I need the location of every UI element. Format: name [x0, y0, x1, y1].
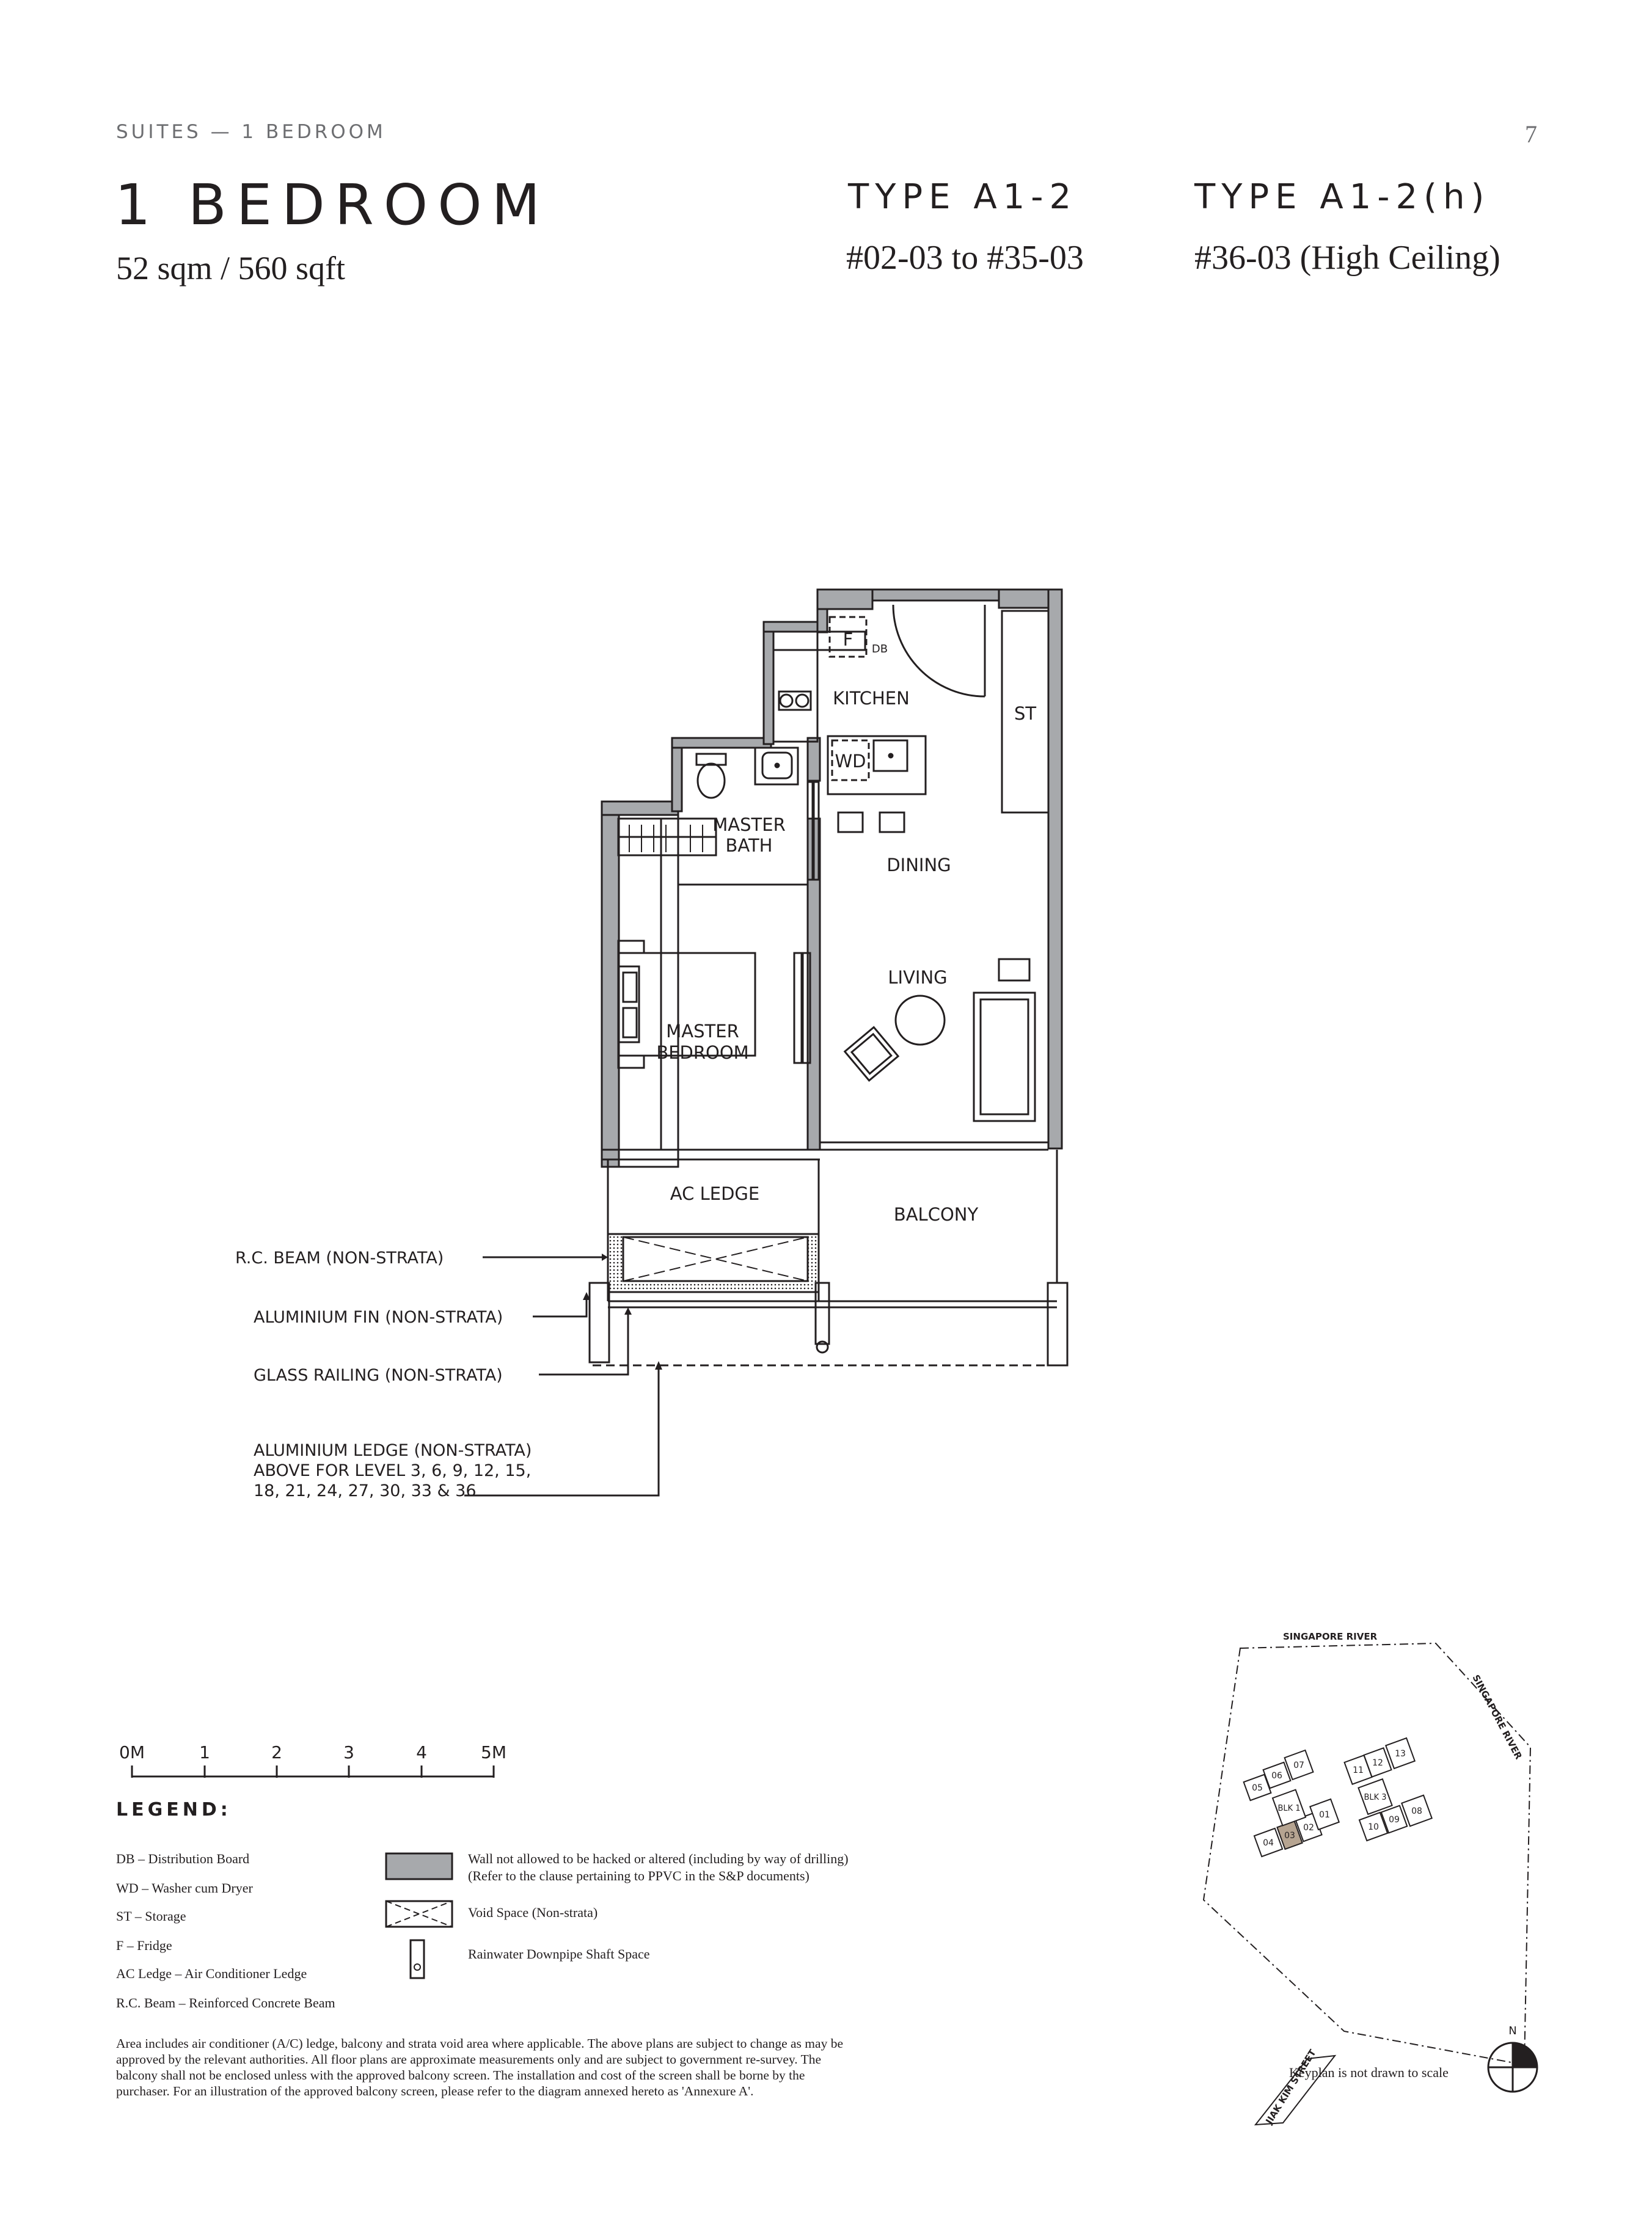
- callout-ledge-levels-1: ABOVE FOR LEVEL 3, 6, 9, 12, 15,: [254, 1461, 532, 1480]
- scale-label-4: 4: [416, 1742, 427, 1762]
- label-storage: ST: [1014, 703, 1037, 724]
- unit-area: 52 sqm / 560 sqft: [116, 250, 346, 287]
- label-bath-1: MASTER: [712, 814, 786, 835]
- section-label: SUITES — 1 BEDROOM: [116, 121, 386, 143]
- callout-aluminium-ledge: ALUMINIUM LEDGE (NON-STRATA): [254, 1441, 532, 1460]
- keyplan-note: Keyplan is not drawn to scale: [1289, 2065, 1449, 2080]
- keyplan-unit-12: 12: [1372, 1758, 1383, 1768]
- type-b-heading: TYPE A1-2(h): [1194, 177, 1491, 217]
- legend-wall-text-2: (Refer to the clause pertaining to PPVC in the S&P documents): [468, 1868, 810, 1883]
- keyplan-unit-04: 04: [1263, 1838, 1274, 1848]
- keyplan-unit-01: 01: [1319, 1810, 1330, 1820]
- label-fridge: F: [842, 629, 853, 650]
- grey-wall-segments: [602, 590, 1062, 1167]
- scale-label-1: 1: [199, 1742, 210, 1762]
- keyplan-unit-11: 11: [1353, 1765, 1364, 1775]
- label-bedroom-2: BEDROOM: [656, 1042, 749, 1063]
- type-a-units: #02-03 to #35-03: [846, 239, 1084, 277]
- label-bedroom-1: MASTER: [666, 1021, 739, 1042]
- label-bath-2: BATH: [725, 835, 773, 856]
- page-title: 1 BEDROOM: [115, 172, 550, 238]
- keyplan-unit-06: 06: [1271, 1771, 1282, 1781]
- keyplan: [1204, 1631, 1537, 2127]
- legend-abbr-st: ST – Storage: [116, 1908, 186, 1924]
- legend-wall-text-1: Wall not allowed to be hacked or altered (including by way of drilling): [468, 1851, 849, 1866]
- label-kitchen: KITCHEN: [833, 688, 910, 709]
- callout-ledge-levels-2: 18, 21, 24, 27, 30, 33 & 36: [254, 1481, 477, 1500]
- keyplan-unit-03: 03: [1284, 1831, 1295, 1841]
- keyplan-blk-3: BLK 3: [1364, 1793, 1387, 1802]
- callout-rc-beam: R.C. BEAM (NON-STRATA): [235, 1249, 444, 1268]
- type-a-heading: TYPE A1-2: [848, 177, 1078, 217]
- balcony-railing: [590, 1283, 1067, 1365]
- legend-void-text: Void Space (Non-strata): [468, 1905, 598, 1920]
- keyplan-blk-1: BLK 1: [1277, 1804, 1301, 1813]
- scale-label-5: 5M: [481, 1742, 506, 1762]
- legend-abbr-f: F – Fridge: [116, 1938, 172, 1953]
- keyplan-unit-10: 10: [1368, 1822, 1379, 1832]
- disclaimer: Area includes air conditioner (A/C) ledge, balcony and strata void area where applicable. The above plans are subject to change as may be approved by the relevant authorities. All floor plans are approximate measurements only and are subject to government re-survey. The balcony shall not be enclosed unless with the approved balcony screen. The installation and cost of the screen shall be borne by the purchaser. For an illustration of the approved balcony screen, please refer to the diagram annexed hereto as 'Annexure A'.: [116, 2036, 843, 2098]
- blk-3-cluster: [1345, 1738, 1432, 1841]
- keyplan-unit-13: 13: [1395, 1749, 1406, 1759]
- keyplan-street: JIAK KIM STREET: [1263, 2047, 1318, 2127]
- legend-abbr-rc: R.C. Beam – Reinforced Concrete Beam: [116, 1995, 335, 2010]
- legend-symbols: [386, 1853, 452, 1978]
- north-label: N: [1508, 2025, 1517, 2037]
- keyplan-unit-05: 05: [1252, 1783, 1263, 1793]
- legend-abbr-ac: AC Ledge – Air Conditioner Ledge: [116, 1966, 307, 1981]
- keyplan-unit-07: 07: [1293, 1761, 1304, 1770]
- label-ac-ledge: AC LEDGE: [670, 1183, 760, 1204]
- scale-label-3: 3: [343, 1742, 354, 1762]
- callout-aluminium-fin: ALUMINIUM FIN (NON-STRATA): [254, 1308, 503, 1327]
- legend-title: LEGEND:: [116, 1799, 232, 1820]
- scale-label-2: 2: [271, 1742, 282, 1762]
- legend-downpipe-text: Rainwater Downpipe Shaft Space: [468, 1946, 650, 1962]
- keyplan-river-right: SINGAPORE RIVER: [1470, 1673, 1524, 1762]
- keyplan-unit-08: 08: [1411, 1806, 1422, 1816]
- keyplan-unit-09: 09: [1389, 1815, 1400, 1825]
- keyplan-river-top: SINGAPORE RIVER: [1283, 1631, 1378, 1642]
- legend-abbr-wd: WD – Washer cum Dryer: [116, 1880, 253, 1896]
- legend-abbr-db: DB – Distribution Board: [116, 1851, 250, 1866]
- label-wd: WD: [835, 751, 866, 772]
- label-balcony: BALCONY: [893, 1204, 979, 1225]
- type-b-units: #36-03 (High Ceiling): [1194, 239, 1500, 277]
- keyplan-unit-02: 02: [1303, 1823, 1314, 1833]
- label-db: DB: [871, 643, 888, 655]
- page-number: 7: [1525, 120, 1537, 148]
- label-living: LIVING: [888, 967, 948, 988]
- label-dining: DINING: [886, 855, 951, 875]
- callout-glass-railing: GLASS RAILING (NON-STRATA): [254, 1366, 503, 1385]
- rc-beam-strip: [608, 1234, 819, 1292]
- scale-label-0: 0M: [119, 1742, 145, 1762]
- scale-bar: [119, 1742, 506, 1778]
